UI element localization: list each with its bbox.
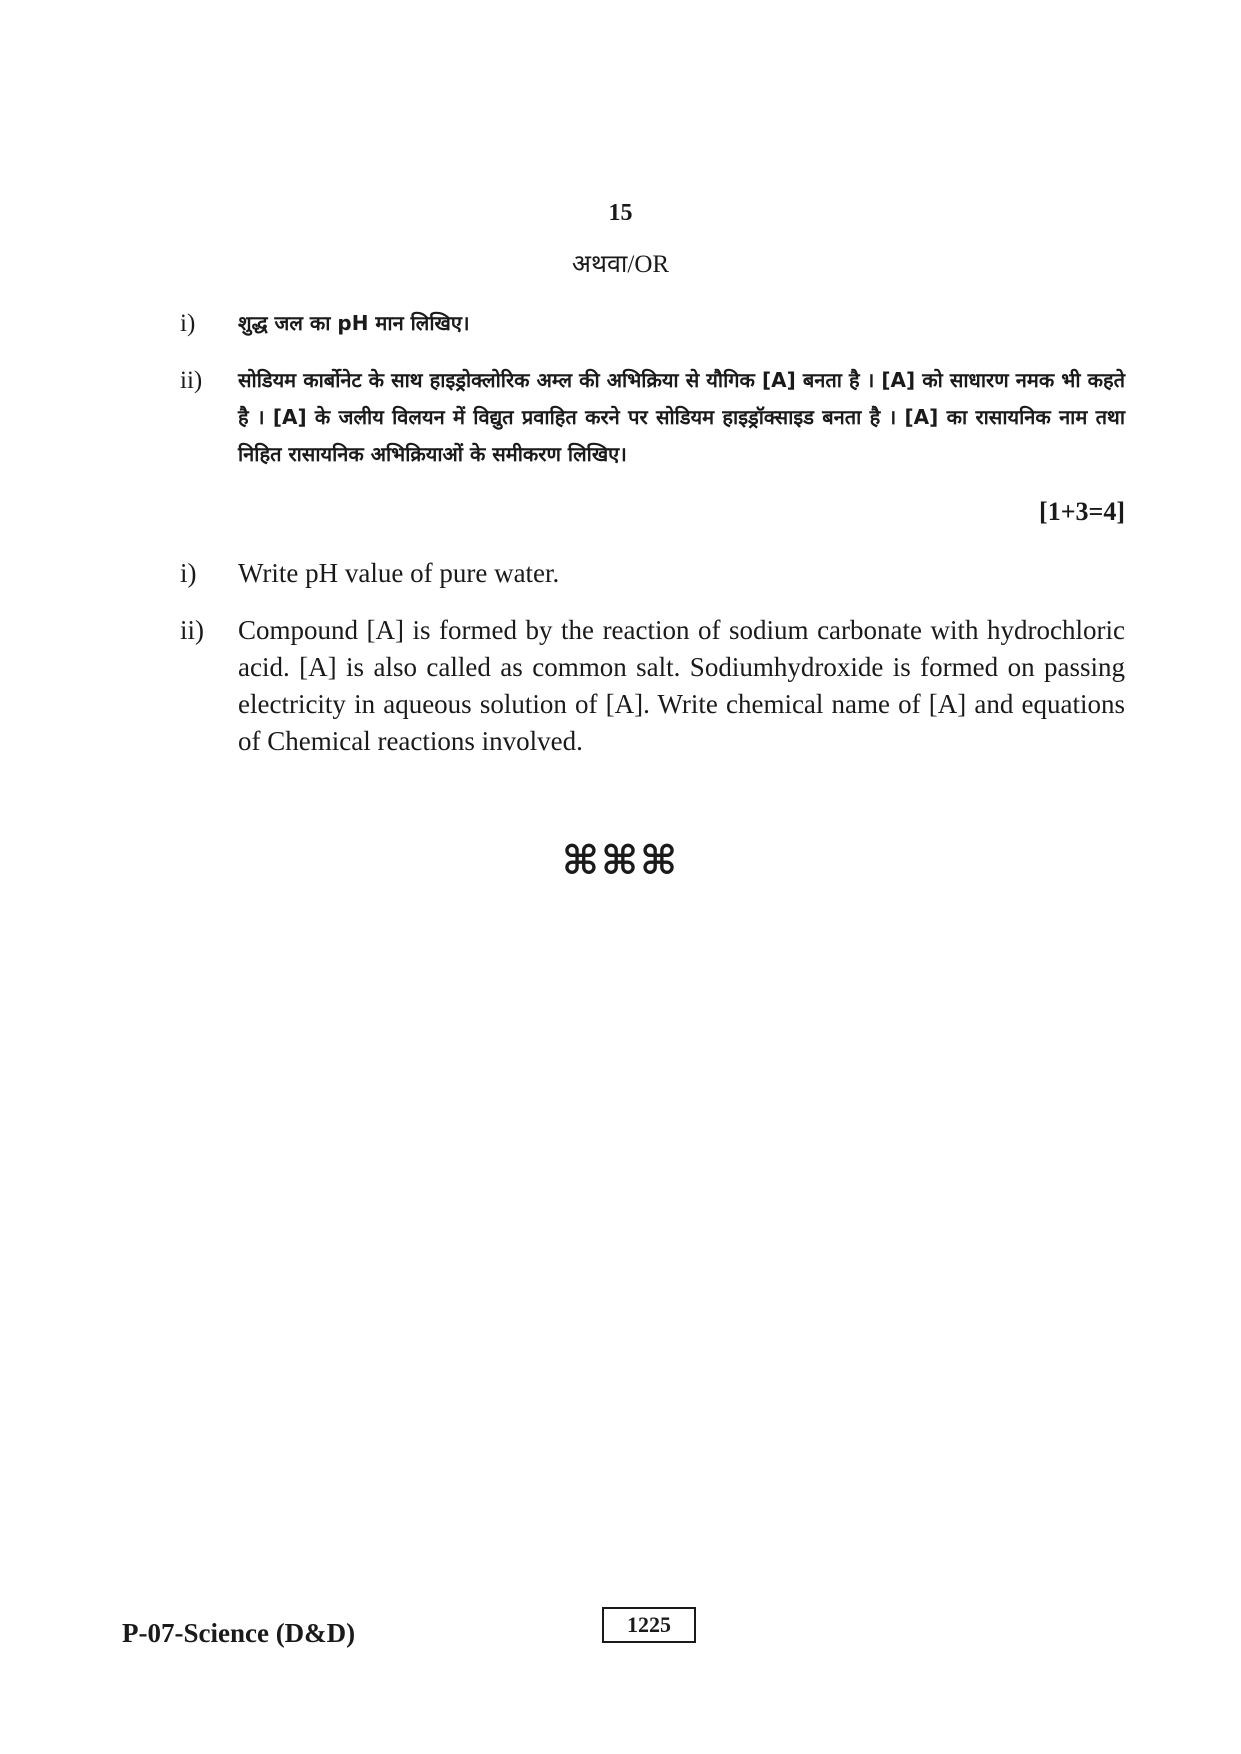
question-number: ii) [180,615,204,645]
english-question-2 [180,612,1125,760]
question-number: ii) [180,367,203,394]
or-label: अथवा/OR [571,251,670,278]
hindi-question-1 [180,305,1125,342]
page-code-box: 1225 [602,1607,696,1643]
question-number: i) [180,558,197,588]
end-of-paper-mark: ⌘⌘⌘ [561,838,680,884]
paper-code: P-07-Science (D&D) [122,1618,356,1648]
question-number: i) [180,310,196,337]
page-number: 15 [608,200,633,226]
question-text: शुद्ध जल का pH मान लिखिए। [238,311,470,335]
question-text: Compound [A] is formed by the reaction of sodium carbonate with hydrochloric acid. [A] is also called as common salt. Sodiumhydroxide is formed on passing electricity in aqueous solution of [A]. Write chemical name of [A] and equations of Chemical reactions involved. [238,615,1125,756]
marks-allocation: [1+3=4] [1039,497,1125,526]
english-question-1 [180,555,1125,592]
hindi-question-2 [180,362,1125,473]
question-text: सोडियम कार्बोनेट के साथ हाइड्रोक्लोरिक अम्ल की अभिक्रिया से यौगिक [A] बनता है । [A] को साधारण नमक भी कहते है । [A] के जलीय विलयन में विद्युत प्रवाहित करने पर सोडियम हाइड्रॉक्साइड बनता है । [A] का रासायनिक नाम तथा निहित रासायनिक अभिक्रियाओं के समीकरण लिखिए। [238,368,1125,466]
question-text: Write pH value of pure water. [238,558,560,588]
